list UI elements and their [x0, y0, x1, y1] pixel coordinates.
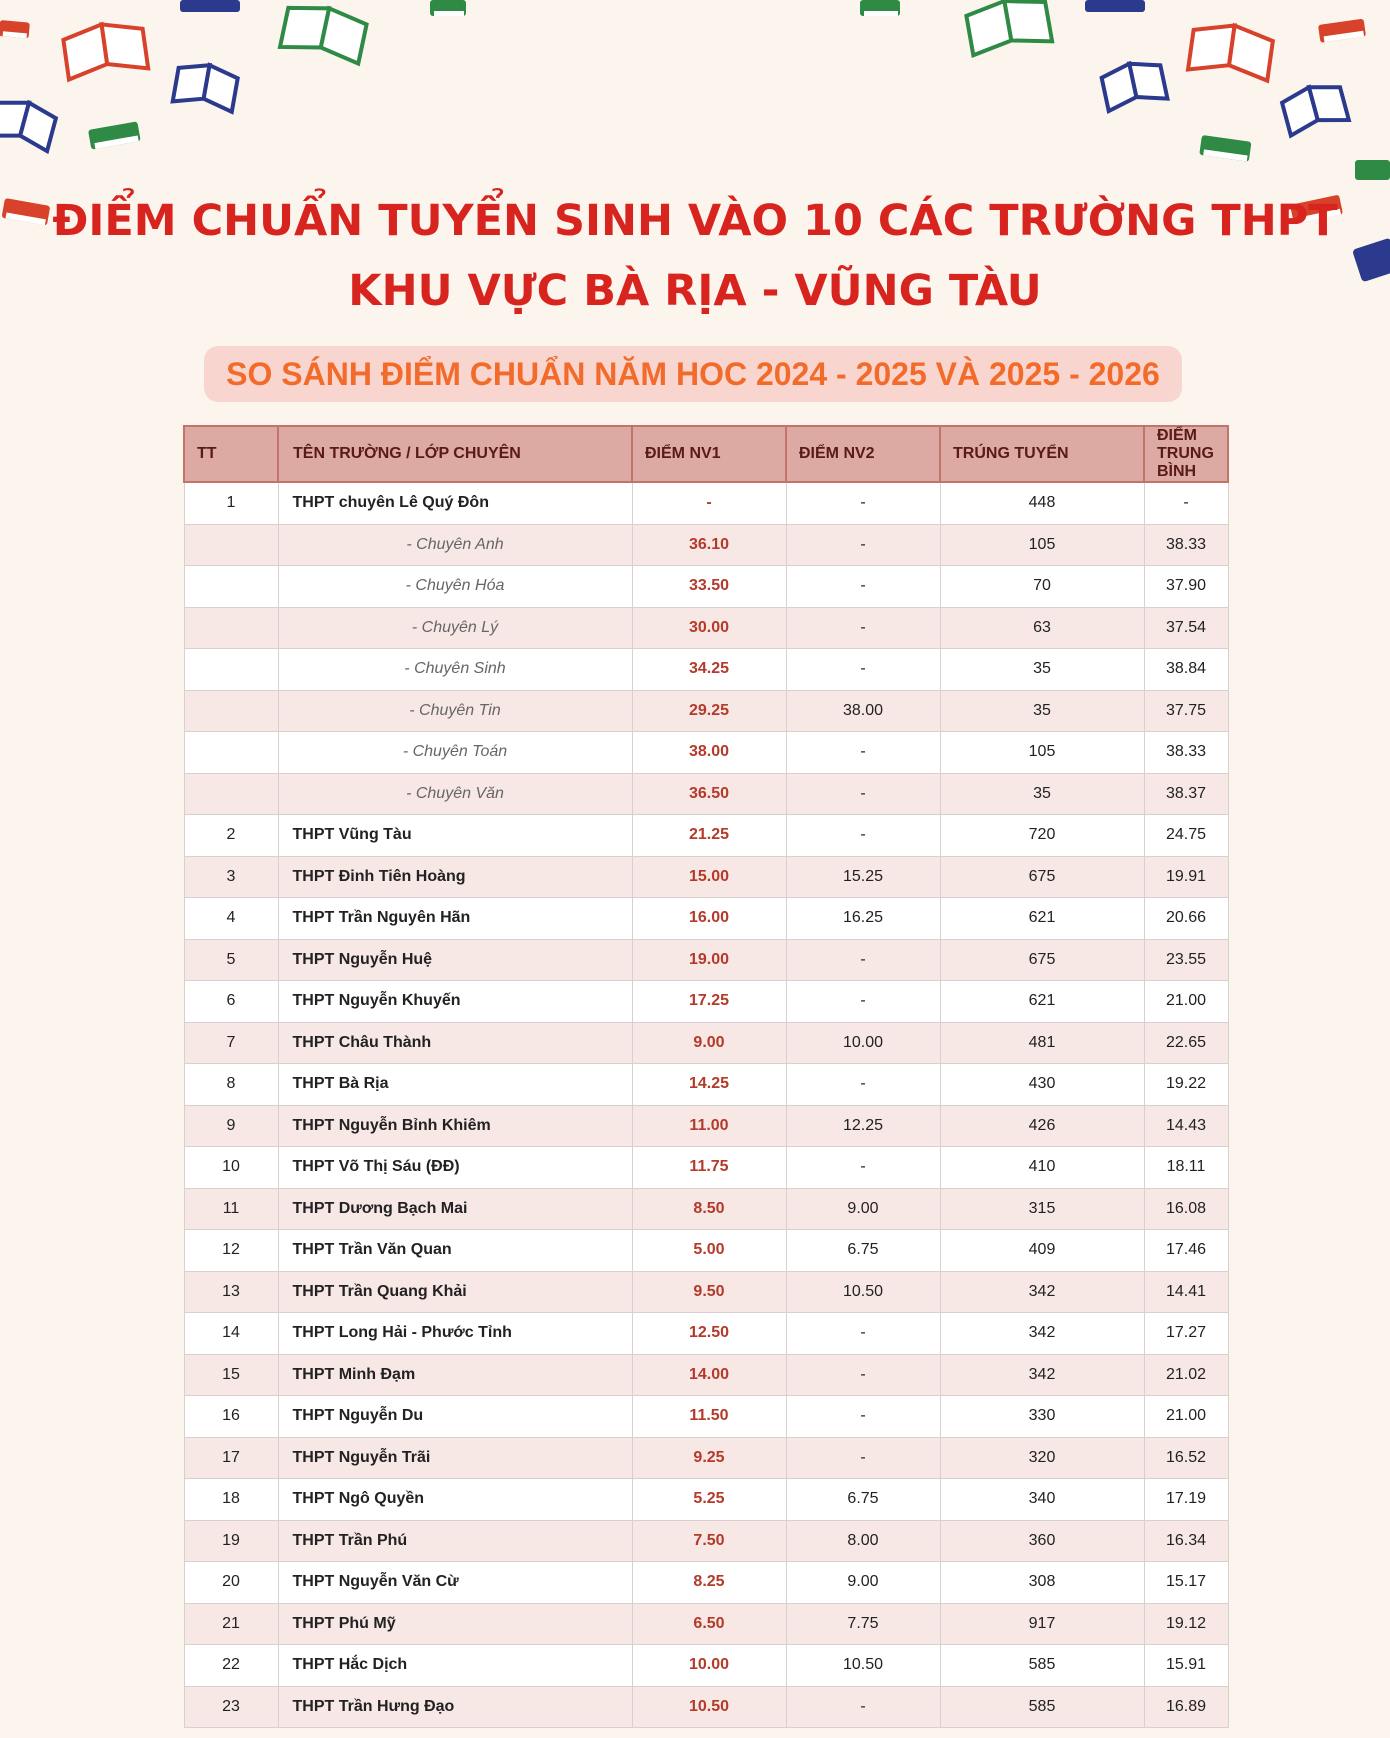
- cell-nv2: -: [786, 773, 940, 815]
- table-row: [184, 1645, 1228, 1687]
- cell-tt: 12: [184, 1230, 278, 1272]
- closed-book-icon: [1199, 135, 1251, 162]
- cell-average: 19.91: [1144, 856, 1228, 898]
- cell-school-name: THPT Nguyễn Khuyến: [278, 981, 632, 1023]
- cell-tt: 2: [184, 815, 278, 857]
- cell-school-name: THPT Dương Bạch Mai: [278, 1188, 632, 1230]
- cell-admitted: 340: [940, 1479, 1144, 1521]
- cell-school-name: THPT chuyên Lê Quý Đôn: [278, 482, 632, 524]
- cell-admitted: 410: [940, 1147, 1144, 1189]
- table-row: [184, 981, 1228, 1023]
- cell-average: 15.91: [1144, 1645, 1228, 1687]
- cell-admitted: 360: [940, 1520, 1144, 1562]
- cell-school-name: THPT Trần Phú: [278, 1520, 632, 1562]
- cell-tt: 6: [184, 981, 278, 1023]
- cell-average: 16.08: [1144, 1188, 1228, 1230]
- book-icon: [280, 0, 368, 64]
- table-row: [184, 939, 1228, 981]
- cell-admitted: 409: [940, 1230, 1144, 1272]
- cell-admitted: 621: [940, 981, 1144, 1023]
- table-row: [184, 1022, 1228, 1064]
- column-header-nv1: ĐIỂM NV1: [632, 426, 786, 482]
- cell-admitted: 675: [940, 856, 1144, 898]
- closed-book-icon: [88, 121, 141, 149]
- table-row: [184, 1479, 1228, 1521]
- cell-admitted: 70: [940, 566, 1144, 608]
- table-row: [184, 898, 1228, 940]
- cell-nv2: 10.00: [786, 1022, 940, 1064]
- cell-tt: 5: [184, 939, 278, 981]
- cell-tt: [184, 649, 278, 691]
- cell-average: 38.33: [1144, 732, 1228, 774]
- cell-nv2: -: [786, 1064, 940, 1106]
- column-header-admitted: TRÚNG TUYỂN: [940, 426, 1144, 482]
- cell-nv1: 9.00: [632, 1022, 786, 1064]
- cell-nv1: 9.50: [632, 1271, 786, 1313]
- cell-nv2: -: [786, 482, 940, 524]
- table-header-row: [184, 426, 1228, 482]
- cell-nv1: 5.25: [632, 1479, 786, 1521]
- cell-average: 24.75: [1144, 815, 1228, 857]
- cell-average: 17.46: [1144, 1230, 1228, 1272]
- cell-tt: [184, 773, 278, 815]
- cell-nv1: 12.50: [632, 1313, 786, 1355]
- cell-admitted: 315: [940, 1188, 1144, 1230]
- cell-school-name: - Chuyên Sinh: [278, 649, 632, 691]
- cell-tt: 19: [184, 1520, 278, 1562]
- cell-school-name: THPT Nguyễn Du: [278, 1396, 632, 1438]
- cell-nv2: 7.75: [786, 1603, 940, 1645]
- cell-admitted: 720: [940, 815, 1144, 857]
- cell-school-name: THPT Bà Rịa: [278, 1064, 632, 1106]
- book-icon: [1280, 79, 1349, 135]
- cell-school-name: THPT Nguyễn Bỉnh Khiêm: [278, 1105, 632, 1147]
- table-row: [184, 1064, 1228, 1106]
- cell-average: 19.22: [1144, 1064, 1228, 1106]
- cell-nv1: 7.50: [632, 1520, 786, 1562]
- table-row: [184, 732, 1228, 774]
- cell-nv1: 38.00: [632, 732, 786, 774]
- cell-nv2: 10.50: [786, 1271, 940, 1313]
- cell-nv1: 8.25: [632, 1562, 786, 1604]
- table-row: [184, 1271, 1228, 1313]
- cell-nv2: -: [786, 1313, 940, 1355]
- cell-school-name: THPT Nguyễn Văn Cừ: [278, 1562, 632, 1604]
- table-row: [184, 1520, 1228, 1562]
- cell-nv2: -: [786, 566, 940, 608]
- cell-nv2: -: [786, 607, 940, 649]
- cell-nv2: -: [786, 649, 940, 691]
- table-body: [184, 482, 1228, 1728]
- cell-average: 37.90: [1144, 566, 1228, 608]
- cell-nv2: -: [786, 1686, 940, 1728]
- cell-admitted: 342: [940, 1354, 1144, 1396]
- cell-admitted: 308: [940, 1562, 1144, 1604]
- cell-average: 14.41: [1144, 1271, 1228, 1313]
- cell-nv2: -: [786, 981, 940, 1023]
- cell-tt: [184, 607, 278, 649]
- cell-school-name: THPT Long Hải - Phước Tỉnh: [278, 1313, 632, 1355]
- table-row: [184, 1105, 1228, 1147]
- cell-tt: 4: [184, 898, 278, 940]
- cell-average: 21.02: [1144, 1354, 1228, 1396]
- closed-book-icon: [0, 20, 30, 39]
- cell-nv1: 34.25: [632, 649, 786, 691]
- table-row: [184, 690, 1228, 732]
- table-row: [184, 1147, 1228, 1189]
- cell-school-name: - Chuyên Hóa: [278, 566, 632, 608]
- cell-tt: 21: [184, 1603, 278, 1645]
- cell-tt: 22: [184, 1645, 278, 1687]
- cell-average: 21.00: [1144, 981, 1228, 1023]
- cell-nv2: 8.00: [786, 1520, 940, 1562]
- cell-tt: 3: [184, 856, 278, 898]
- cell-tt: 10: [184, 1147, 278, 1189]
- cell-admitted: 35: [940, 649, 1144, 691]
- cell-school-name: THPT Ngô Quyền: [278, 1479, 632, 1521]
- cell-average: 17.27: [1144, 1313, 1228, 1355]
- cell-school-name: THPT Phú Mỹ: [278, 1603, 632, 1645]
- cell-average: 38.84: [1144, 649, 1228, 691]
- book-icon: [173, 60, 239, 112]
- cell-tt: 20: [184, 1562, 278, 1604]
- book-icon: [1100, 58, 1167, 112]
- cell-nv2: -: [786, 1437, 940, 1479]
- closed-book-icon: [1085, 0, 1145, 12]
- cell-school-name: THPT Trần Hưng Đạo: [278, 1686, 632, 1728]
- admission-scores-table: [183, 425, 1229, 1728]
- cell-average: 23.55: [1144, 939, 1228, 981]
- cell-nv2: 38.00: [786, 690, 940, 732]
- cell-admitted: 585: [940, 1645, 1144, 1687]
- cell-nv1: 16.00: [632, 898, 786, 940]
- cell-nv2: -: [786, 1396, 940, 1438]
- closed-book-icon: [1318, 19, 1366, 43]
- cell-average: 14.43: [1144, 1105, 1228, 1147]
- cell-tt: 14: [184, 1313, 278, 1355]
- cell-nv1: 17.25: [632, 981, 786, 1023]
- cell-average: 15.17: [1144, 1562, 1228, 1604]
- cell-school-name: THPT Vũng Tàu: [278, 815, 632, 857]
- cell-tt: 11: [184, 1188, 278, 1230]
- closed-book-icon: [1355, 160, 1390, 180]
- cell-tt: [184, 732, 278, 774]
- cell-average: 16.89: [1144, 1686, 1228, 1728]
- cell-tt: 1: [184, 482, 278, 524]
- cell-average: 38.33: [1144, 524, 1228, 566]
- cell-admitted: 621: [940, 898, 1144, 940]
- cell-average: 17.19: [1144, 1479, 1228, 1521]
- table-row: [184, 524, 1228, 566]
- cell-nv2: -: [786, 524, 940, 566]
- cell-average: 16.34: [1144, 1520, 1228, 1562]
- cell-admitted: 35: [940, 690, 1144, 732]
- cell-nv1: 9.25: [632, 1437, 786, 1479]
- cell-admitted: 917: [940, 1603, 1144, 1645]
- cell-average: 38.37: [1144, 773, 1228, 815]
- table-row: [184, 566, 1228, 608]
- cell-average: -: [1144, 482, 1228, 524]
- cell-school-name: - Chuyên Văn: [278, 773, 632, 815]
- cell-average: 16.52: [1144, 1437, 1228, 1479]
- cell-school-name: THPT Đinh Tiên Hoàng: [278, 856, 632, 898]
- cell-tt: 15: [184, 1354, 278, 1396]
- cell-tt: [184, 690, 278, 732]
- cell-average: 21.00: [1144, 1396, 1228, 1438]
- cell-nv1: 33.50: [632, 566, 786, 608]
- cell-school-name: THPT Châu Thành: [278, 1022, 632, 1064]
- cell-admitted: 105: [940, 732, 1144, 774]
- cell-tt: 23: [184, 1686, 278, 1728]
- cell-nv2: 16.25: [786, 898, 940, 940]
- cell-school-name: THPT Nguyễn Trãi: [278, 1437, 632, 1479]
- closed-book-icon: [860, 0, 900, 16]
- cell-admitted: 35: [940, 773, 1144, 815]
- cell-nv1: 14.25: [632, 1064, 786, 1106]
- table-row: [184, 1437, 1228, 1479]
- cell-admitted: 426: [940, 1105, 1144, 1147]
- cell-average: 19.12: [1144, 1603, 1228, 1645]
- cell-nv1: -: [632, 482, 786, 524]
- closed-book-icon: [180, 0, 240, 12]
- cell-nv2: 12.25: [786, 1105, 940, 1147]
- decorative-books-illustration: [0, 0, 1390, 300]
- book-icon: [62, 19, 148, 80]
- cell-nv1: 36.50: [632, 773, 786, 815]
- cell-school-name: THPT Hắc Dịch: [278, 1645, 632, 1687]
- column-header-school-name: TÊN TRƯỜNG / LỚP CHUYÊN: [278, 426, 632, 482]
- book-icon: [965, 0, 1052, 55]
- cell-admitted: 342: [940, 1271, 1144, 1313]
- table-row: [184, 1603, 1228, 1645]
- cell-nv2: 10.50: [786, 1645, 940, 1687]
- page-subtitle: SO SÁNH ĐIỂM CHUẨN NĂM HOC 2024 - 2025 VÀ 2025 - 2026: [204, 346, 1182, 402]
- cell-nv1: 29.25: [632, 690, 786, 732]
- cell-school-name: - Chuyên Lý: [278, 607, 632, 649]
- cell-school-name: THPT Trần Quang Khải: [278, 1271, 632, 1313]
- cell-nv1: 21.25: [632, 815, 786, 857]
- cell-school-name: - Chuyên Toán: [278, 732, 632, 774]
- cell-average: 37.54: [1144, 607, 1228, 649]
- cell-nv2: -: [786, 1354, 940, 1396]
- table-row: [184, 1313, 1228, 1355]
- table-row: [184, 856, 1228, 898]
- cell-school-name: THPT Trần Nguyên Hãn: [278, 898, 632, 940]
- cell-average: 20.66: [1144, 898, 1228, 940]
- cell-tt: 17: [184, 1437, 278, 1479]
- cell-admitted: 585: [940, 1686, 1144, 1728]
- cell-nv1: 10.50: [632, 1686, 786, 1728]
- cell-nv1: 36.10: [632, 524, 786, 566]
- page-title-line-1: ĐIỂM CHUẨN TUYỂN SINH VÀO 10 CÁC TRƯỜNG THPT: [52, 196, 1338, 246]
- table-row: [184, 1562, 1228, 1604]
- cell-school-name: THPT Minh Đạm: [278, 1354, 632, 1396]
- cell-nv1: 6.50: [632, 1603, 786, 1645]
- cell-nv2: 9.00: [786, 1188, 940, 1230]
- cell-nv1: 30.00: [632, 607, 786, 649]
- cell-tt: 9: [184, 1105, 278, 1147]
- cell-nv2: -: [786, 815, 940, 857]
- cell-tt: [184, 566, 278, 608]
- cell-tt: 8: [184, 1064, 278, 1106]
- cell-school-name: THPT Võ Thị Sáu (ĐĐ): [278, 1147, 632, 1189]
- cell-admitted: 430: [940, 1064, 1144, 1106]
- page-title-line-2: KHU VỰC BÀ RỊA - VŨNG TÀU: [348, 266, 1042, 316]
- cell-nv2: -: [786, 1147, 940, 1189]
- table-row: [184, 773, 1228, 815]
- cell-tt: 16: [184, 1396, 278, 1438]
- table-row: [184, 607, 1228, 649]
- cell-admitted: 481: [940, 1022, 1144, 1064]
- cell-admitted: 342: [940, 1313, 1144, 1355]
- cell-tt: 18: [184, 1479, 278, 1521]
- table-row: [184, 482, 1228, 524]
- table-row: [184, 1396, 1228, 1438]
- table-row: [184, 1686, 1228, 1728]
- table-row: [184, 1230, 1228, 1272]
- cell-average: 37.75: [1144, 690, 1228, 732]
- cell-nv2: 15.25: [786, 856, 940, 898]
- cell-tt: 7: [184, 1022, 278, 1064]
- cell-school-name: THPT Trần Văn Quan: [278, 1230, 632, 1272]
- cell-admitted: 675: [940, 939, 1144, 981]
- cell-nv2: 6.75: [786, 1230, 940, 1272]
- cell-tt: [184, 524, 278, 566]
- table-row: [184, 1354, 1228, 1396]
- cell-nv2: -: [786, 732, 940, 774]
- cell-admitted: 330: [940, 1396, 1144, 1438]
- cell-school-name: - Chuyên Tin: [278, 690, 632, 732]
- cell-admitted: 320: [940, 1437, 1144, 1479]
- table-row: [184, 815, 1228, 857]
- cell-nv1: 11.75: [632, 1147, 786, 1189]
- cell-school-name: - Chuyên Anh: [278, 524, 632, 566]
- cell-nv1: 11.00: [632, 1105, 786, 1147]
- cell-nv1: 11.50: [632, 1396, 786, 1438]
- cell-nv2: 6.75: [786, 1479, 940, 1521]
- cell-admitted: 105: [940, 524, 1144, 566]
- cell-tt: 13: [184, 1271, 278, 1313]
- book-icon: [1188, 20, 1274, 81]
- cell-admitted: 448: [940, 482, 1144, 524]
- cell-school-name: THPT Nguyễn Huệ: [278, 939, 632, 981]
- cell-nv2: 9.00: [786, 1562, 940, 1604]
- cell-nv1: 10.00: [632, 1645, 786, 1687]
- closed-book-icon: [430, 0, 466, 16]
- cell-nv1: 15.00: [632, 856, 786, 898]
- book-icon: [0, 95, 58, 151]
- cell-nv1: 14.00: [632, 1354, 786, 1396]
- cell-nv1: 8.50: [632, 1188, 786, 1230]
- cell-average: 18.11: [1144, 1147, 1228, 1189]
- table-row: [184, 1188, 1228, 1230]
- cell-admitted: 63: [940, 607, 1144, 649]
- cell-nv1: 19.00: [632, 939, 786, 981]
- column-header-average: ĐIỂM TRUNG BÌNH: [1144, 426, 1228, 482]
- column-header-tt: TT: [184, 426, 278, 482]
- table-row: [184, 649, 1228, 691]
- cell-average: 22.65: [1144, 1022, 1228, 1064]
- cell-nv1: 5.00: [632, 1230, 786, 1272]
- column-header-nv2: ĐIỂM NV2: [786, 426, 940, 482]
- cell-nv2: -: [786, 939, 940, 981]
